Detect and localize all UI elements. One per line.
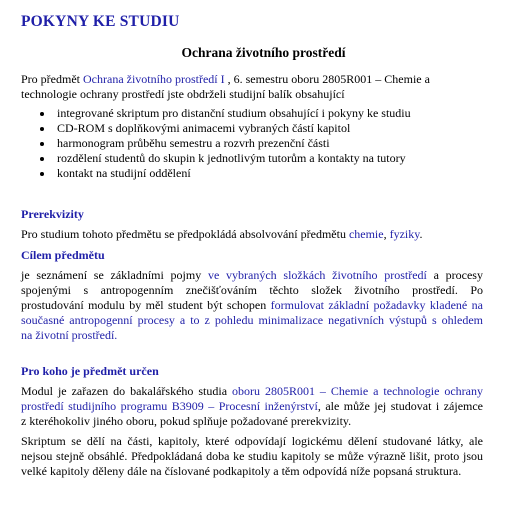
goal-line-5: na životní prostředí. <box>21 328 118 342</box>
intro-line-1: Pro předmět Ochrana životního prostředí I , 6. semestru oboru 2805R001 – Chemie a <box>21 72 430 86</box>
page-heading: POKYNY KE STUDIU <box>21 13 180 30</box>
prerequisites-text: Pro studium tohoto předmětu se předpokládá absolvování předmětu chemie, fyziky. <box>21 227 423 241</box>
bullet-icon <box>40 112 44 116</box>
audience-line-2: prostředí studijního programu B3909 – Procesní inženýrství, ale může jej studovat i zájemce <box>21 399 484 413</box>
course-link[interactable]: Ochrana životního prostředí I <box>83 72 225 86</box>
bullet-icon <box>40 172 44 176</box>
list-item: CD-ROM s doplňkovými animacemi vybraných částí kapitol <box>36 121 411 136</box>
subject-title: Ochrana životního prostředí <box>181 45 346 60</box>
audience-heading: Pro koho je předmět určen <box>21 364 159 378</box>
structure-line-1: Skriptum se dělí na části, kapitoly, které odpovídají logickému dělení studované látky, ale <box>21 434 483 448</box>
list-item: harmonogram průběhu semestru a rozvrh prezenční části <box>36 136 411 151</box>
chemistry-link[interactable]: chemie <box>348 227 384 241</box>
intro-line-2: technologie ochrany prostředí jste obdrželi studijní balík obsahující <box>21 87 345 101</box>
physics-link[interactable]: fyziky <box>389 227 420 241</box>
goal-line-3: prostudování modulu by měl student být schopen formulovat základní požadavky kladené na <box>21 298 483 312</box>
list-item: integrované skriptum pro distanční studium obsahující i pokyny ke studiu <box>36 106 411 121</box>
goal-line-1: je seznámení se základními pojmy ve vybraných složkách životního prostředí a procesy <box>21 268 483 282</box>
bullet-icon <box>40 157 44 161</box>
structure-line-2: nejsou stejně obsáhlé. Předpokládaná doba ke studiu kapitoly se může výrazně lišit, proto jsou <box>21 449 483 463</box>
list-item: rozdělení studentů do skupin k jednotlivým tutorům a kontakty na tutory <box>36 151 411 166</box>
goal-line-4: současné antropogenní procesy a to z pohledu minimalizace negativních výstupů s ohledem <box>21 313 483 327</box>
structure-line-3: velké kapitoly děleny dále na číslované podkapitoly a těm odpovídá níže popsaná struktura. <box>21 464 462 478</box>
package-list <box>36 106 411 181</box>
bullet-icon <box>40 142 44 146</box>
list-item: kontakt na studijní oddělení <box>36 166 411 181</box>
goal-heading: Cílem předmětu <box>21 248 105 262</box>
audience-line-1: Modul je zařazen do bakalářského studia oboru 2805R001 – Chemie a technologie ochrany <box>21 384 484 398</box>
goal-line-2: spojenými s antropogenním znečišťováním těchto složek životního prostředí. Po <box>21 283 483 297</box>
prerequisites-heading: Prerekvizity <box>21 207 84 221</box>
bullet-icon <box>40 127 44 131</box>
audience-line-3: z kteréhokoliv jiného oboru, pokud splňuje požadované prerekvizity. <box>21 414 352 428</box>
